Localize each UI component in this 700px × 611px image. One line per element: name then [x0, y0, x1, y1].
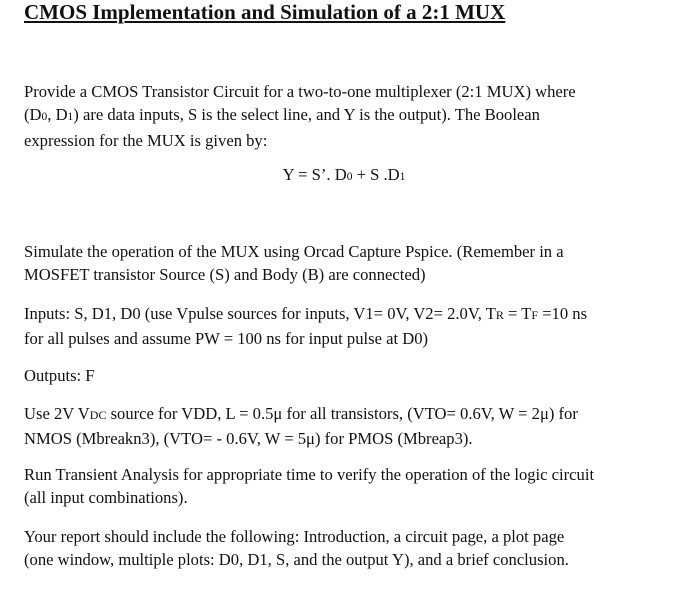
intro-line-3: expression for the MUX is given by:	[24, 131, 268, 150]
inputs-line-2: for all pulses and assume PW = 100 ns for input pulse at D0)	[24, 329, 429, 348]
use-paragraph	[24, 402, 664, 450]
simulate-line-1: Simulate the operation of the MUX using Orcad Capture Pspice. (Remember in a	[24, 242, 564, 261]
outputs-line: Outputs: F	[24, 366, 95, 385]
use-line-2: NMOS (Mbreakn3), (VTO= - 0.6V, W = 5μ) for PMOS (Mbreap3).	[24, 429, 473, 448]
report-paragraph	[24, 525, 664, 571]
report-line-1: Your report should include the following: Introduction, a circuit page, a plot page	[24, 527, 565, 546]
intro-line-1: Provide a CMOS Transistor Circuit for a two-to-one multiplexer (2:1 MUX) where	[24, 82, 576, 101]
use-line-1: Use 2V VDC source for VDD, L = 0.5μ for all transistors, (VTO= 0.6V, W = 2μ) for	[24, 404, 578, 423]
simulate-line-2: MOSFET transistor Source (S) and Body (B) are connected)	[24, 265, 426, 284]
report-line-2: (one window, multiple plots: D0, D1, S, and the output Y), and a brief conclusion.	[24, 550, 569, 569]
outputs-paragraph	[24, 364, 664, 387]
transient-paragraph	[24, 463, 664, 509]
transient-line-2: (all input combinations).	[24, 488, 188, 507]
boolean-formula: Y = S’. D0 + S .D1	[282, 165, 406, 184]
intro-paragraph	[24, 80, 664, 152]
inputs-paragraph	[24, 302, 664, 350]
page-title: CMOS Implementation and Simulation of a 2:1 MUX	[24, 0, 506, 24]
simulate-paragraph	[24, 240, 664, 286]
intro-line-2: (D0, D1) are data inputs, S is the select line, and Y is the output). The Boolean	[24, 105, 540, 124]
inputs-line-1: Inputs: S, D1, D0 (use Vpulse sources for inputs, V1= 0V, V2= 2.0V, TR = TF =10 ns	[24, 304, 588, 323]
transient-line-1: Run Transient Analysis for appropriate time to verify the operation of the logic circuit	[24, 465, 595, 484]
